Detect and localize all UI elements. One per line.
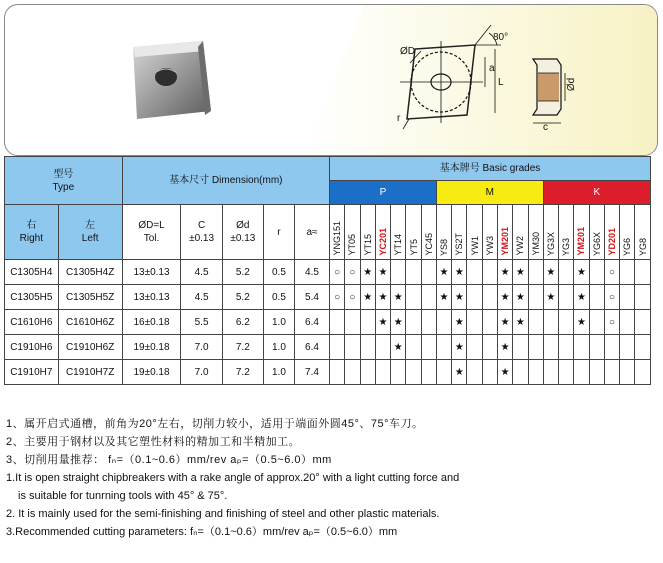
diameter-d-label: Ød [566,77,578,92]
col-a-cell: 6.4 [294,310,329,335]
grade-mark-cell: ○ [604,310,619,335]
grade-mark-cell [482,335,497,360]
c-label: c [543,122,548,133]
grade-name: YS8 [439,238,450,256]
grade-mark-cell: ★ [452,260,467,285]
r-label: r [397,113,401,124]
col-d-cell: 7.2 [222,360,263,385]
grade-mark-cell [528,360,543,385]
grade-mark-cell [589,260,604,285]
grade-name: YM201 [500,227,511,256]
grade-mark-cell: ★ [497,335,512,360]
grade-mark-cell [528,285,543,310]
grade-mark-cell [391,260,406,285]
grade-mark-cell [436,335,451,360]
col-C-cell: 7.0 [181,335,222,360]
grade-mark-cell: ★ [391,310,406,335]
col-a-cell: 5.4 [294,285,329,310]
grade-mark-cell [589,335,604,360]
grade-mark-cell: ★ [375,260,390,285]
col-left-header: 左 Left [58,205,122,260]
grade-header [635,205,651,260]
grade-mark-cell [635,260,651,285]
grade-mark-cell [559,310,574,335]
grade-name: YNG151 [332,221,343,256]
grade-mark-cell: ★ [513,310,528,335]
col-D-cell: 13±0.13 [122,260,181,285]
col-d-cell: 5.2 [222,260,263,285]
col-r-cell: 1.0 [263,335,294,360]
grade-mark-cell: ★ [436,285,451,310]
grade-name: YM30 [530,232,541,256]
grade-header [482,205,497,260]
grade-mark-cell [604,335,619,360]
col-d-cell: 7.2 [222,335,263,360]
grade-mark-cell: ○ [330,285,345,310]
grade-mark-cell: ★ [391,285,406,310]
grade-mark-cell [559,260,574,285]
col-r-cell: 0.5 [263,260,294,285]
grade-mark-cell [406,310,421,335]
col-C-header: C ±0.13 [181,205,222,260]
grade-mark-cell [345,360,360,385]
table-row [5,335,651,360]
grade-mark-cell: ★ [497,360,512,385]
grade-mark-cell [360,310,375,335]
col-a-header: a≈ [294,205,329,260]
grade-mark-cell [360,360,375,385]
table-row [5,285,651,310]
grade-mark-cell [620,360,635,385]
grade-name: YG8 [637,237,648,256]
grade-mark-cell [528,310,543,335]
grade-mark-cell [543,335,558,360]
grade-mark-cell [421,285,436,310]
grade-mark-cell: ★ [375,285,390,310]
col-D-header: ØD=L Tol. [122,205,181,260]
col-d-cell: 6.2 [222,310,263,335]
grade-mark-cell: ★ [391,335,406,360]
grade-mark-cell [421,260,436,285]
grade-name: YW1 [469,236,480,256]
grade-header [528,205,543,260]
note-cn-1: 1、属开启式通槽，前角为20°左右，切削力较小，适用于端面外圆45°、75°车刀。 [6,418,424,430]
col-r-header: r [263,205,294,260]
note-en-3: 3.Recommended cutting parameters: fₙ=（0.1~0.6）mm/rev aₚ=（0.5~6.0）mm [6,526,398,538]
grade-mark-cell [635,285,651,310]
col-left-cell: C1305H5Z [58,285,122,310]
grade-mark-cell [620,310,635,335]
grade-mark-cell [528,260,543,285]
col-D-cell: 19±0.18 [122,360,181,385]
grade-name: YG6 [622,237,633,256]
grade-mark-cell: ★ [375,310,390,335]
insert-photo [133,41,211,119]
grade-mark-cell [528,335,543,360]
col-C-cell: 4.5 [181,285,222,310]
angle-label: 80° [493,32,509,43]
grade-name: YC45 [423,233,434,256]
grade-mark-cell: ★ [436,260,451,285]
col-left-cell: C1910H7Z [58,360,122,385]
grade-header [436,205,451,260]
group-P-header: P [330,181,437,205]
grade-header [330,205,345,260]
grade-mark-cell [467,360,482,385]
grade-name: YT15 [362,234,373,256]
grade-header [406,205,421,260]
group-M-header: M [436,181,543,205]
grade-header [421,205,436,260]
grade-header [620,205,635,260]
grade-header [589,205,604,260]
grade-name: YW3 [484,236,495,256]
grade-name: YC201 [377,228,388,256]
grade-mark-cell [482,310,497,335]
note-en-2: 2. It is mainly used for the semi-finishing and finishing of steel and other plastic materials. [6,508,440,520]
grade-mark-cell [360,335,375,360]
grade-mark-cell [421,360,436,385]
note-cn-2: 2、主要用于钢材以及其它塑性材料的精加工和半精加工。 [6,436,301,448]
background-highlight [305,5,657,155]
grade-mark-cell: ★ [497,285,512,310]
dimension-header: 基本尺寸 Dimension(mm) [122,157,329,205]
col-right-cell: C1910H6 [5,335,59,360]
col-left-cell: C1305H4Z [58,260,122,285]
grade-mark-cell [406,360,421,385]
grade-mark-cell [559,285,574,310]
grade-mark-cell [513,360,528,385]
grade-name: YW2 [515,236,526,256]
product-illustration-panel [4,4,658,156]
grade-mark-cell: ★ [360,285,375,310]
grade-mark-cell: ★ [574,285,589,310]
grade-mark-cell: ★ [497,310,512,335]
grade-mark-cell: ★ [452,310,467,335]
grade-header [543,205,558,260]
col-C-cell: 4.5 [181,260,222,285]
grade-mark-cell [482,360,497,385]
grade-name: YD201 [606,228,617,256]
grade-mark-cell [620,260,635,285]
col-r-cell: 1.0 [263,310,294,335]
col-left-cell: C1910H6Z [58,335,122,360]
grade-header [604,205,619,260]
grade-mark-cell [436,360,451,385]
col-a-cell: 6.4 [294,335,329,360]
note-en-1: 1.It is open straight chipbreakers with a rake angle of approx.20° with a light cutting force and [6,472,460,484]
grade-mark-cell [421,335,436,360]
grade-mark-cell: ★ [574,260,589,285]
grade-name: YT5 [408,239,419,256]
grade-mark-cell [375,360,390,385]
grade-mark-cell [635,335,651,360]
grade-mark-cell [559,335,574,360]
grade-mark-cell [467,260,482,285]
grade-mark-cell: ★ [452,285,467,310]
grade-mark-cell: ★ [360,260,375,285]
col-d-cell: 5.2 [222,285,263,310]
col-D-cell: 19±0.18 [122,335,181,360]
grade-name: YS2T [454,233,465,256]
grade-mark-cell: ○ [345,260,360,285]
col-D-cell: 16±0.18 [122,310,181,335]
grade-mark-cell: ★ [513,285,528,310]
grade-mark-cell: ★ [513,260,528,285]
group-K-header: K [543,181,650,205]
grade-header [574,205,589,260]
grades-header: 基本牌号 Basic grades [330,157,651,181]
note-cn-3: 3、切削用量推荐： fₙ=（0.1~0.6）mm/rev aₚ=（0.5~6.0）mm [6,454,332,466]
grade-mark-cell [467,335,482,360]
grade-mark-cell [620,285,635,310]
grades-table [4,156,651,385]
grade-mark-cell: ○ [345,285,360,310]
grade-header [497,205,512,260]
grade-mark-cell [543,360,558,385]
grade-header [360,205,375,260]
grade-header [467,205,482,260]
grade-mark-cell: ★ [574,310,589,335]
grade-mark-cell [406,335,421,360]
grade-mark-cell: ○ [604,285,619,310]
a-label: a [489,63,495,74]
grade-header [559,205,574,260]
grade-mark-cell [345,310,360,335]
grade-mark-cell: ★ [543,260,558,285]
note-en-1-cont: is suitable for tunrning tools with 45° & 75°. [18,490,228,502]
grade-mark-cell [421,310,436,335]
grade-mark-cell: ○ [604,260,619,285]
grade-header [452,205,467,260]
grade-mark-cell: ○ [330,260,345,285]
grade-mark-cell [635,360,651,385]
L-label: L [498,77,504,88]
grade-mark-cell [543,310,558,335]
col-left-cell: C1610H6Z [58,310,122,335]
grade-name: YT05 [347,234,358,256]
grade-name: YT14 [393,234,404,256]
grade-mark-cell: ★ [543,285,558,310]
grade-mark-cell [406,260,421,285]
grade-header [375,205,390,260]
grade-mark-cell [589,285,604,310]
grade-mark-cell [391,360,406,385]
grade-mark-cell [574,335,589,360]
grade-mark-cell [436,310,451,335]
col-d-header: Ød ±0.13 [222,205,263,260]
grade-mark-cell [345,335,360,360]
grade-mark-cell [574,360,589,385]
table-row [5,260,651,285]
col-D-cell: 13±0.13 [122,285,181,310]
grade-name: YG6X [591,231,602,256]
col-right-cell: C1305H4 [5,260,59,285]
col-a-cell: 7.4 [294,360,329,385]
grade-mark-cell [330,335,345,360]
col-C-cell: 7.0 [181,360,222,385]
col-r-cell: 0.5 [263,285,294,310]
insert-drawing [5,5,657,155]
grade-mark-cell [467,285,482,310]
grade-name: YM201 [576,227,587,256]
grade-header [345,205,360,260]
grade-mark-cell [589,310,604,335]
grade-mark-cell [513,335,528,360]
grade-mark-cell: ★ [497,260,512,285]
grade-header [391,205,406,260]
grade-mark-cell [330,360,345,385]
grade-mark-cell [406,285,421,310]
col-right-cell: C1610H6 [5,310,59,335]
col-right-cell: C1305H5 [5,285,59,310]
col-right-cell: C1910H7 [5,360,59,385]
col-r-cell: 1.0 [263,360,294,385]
table-row [5,310,651,335]
grade-mark-cell: ★ [452,335,467,360]
type-header: 型号 Type [5,157,123,205]
grade-mark-cell [620,335,635,360]
col-right-header: 右 Right [5,205,59,260]
grade-mark-cell [467,310,482,335]
grade-mark-cell [589,360,604,385]
grade-mark-cell [482,285,497,310]
col-a-cell: 4.5 [294,260,329,285]
grade-mark-cell [635,310,651,335]
grade-mark-cell [482,260,497,285]
grade-name: YG3 [561,237,572,256]
grade-mark-cell [604,360,619,385]
grade-mark-cell [559,360,574,385]
grade-mark-cell: ★ [452,360,467,385]
grade-name: YG3X [545,231,556,256]
col-C-cell: 5.5 [181,310,222,335]
notes-section [6,415,656,541]
diameter-D-label: ØD [400,46,415,57]
grade-header [513,205,528,260]
grade-mark-cell [375,335,390,360]
grade-mark-cell [330,310,345,335]
table-row [5,360,651,385]
